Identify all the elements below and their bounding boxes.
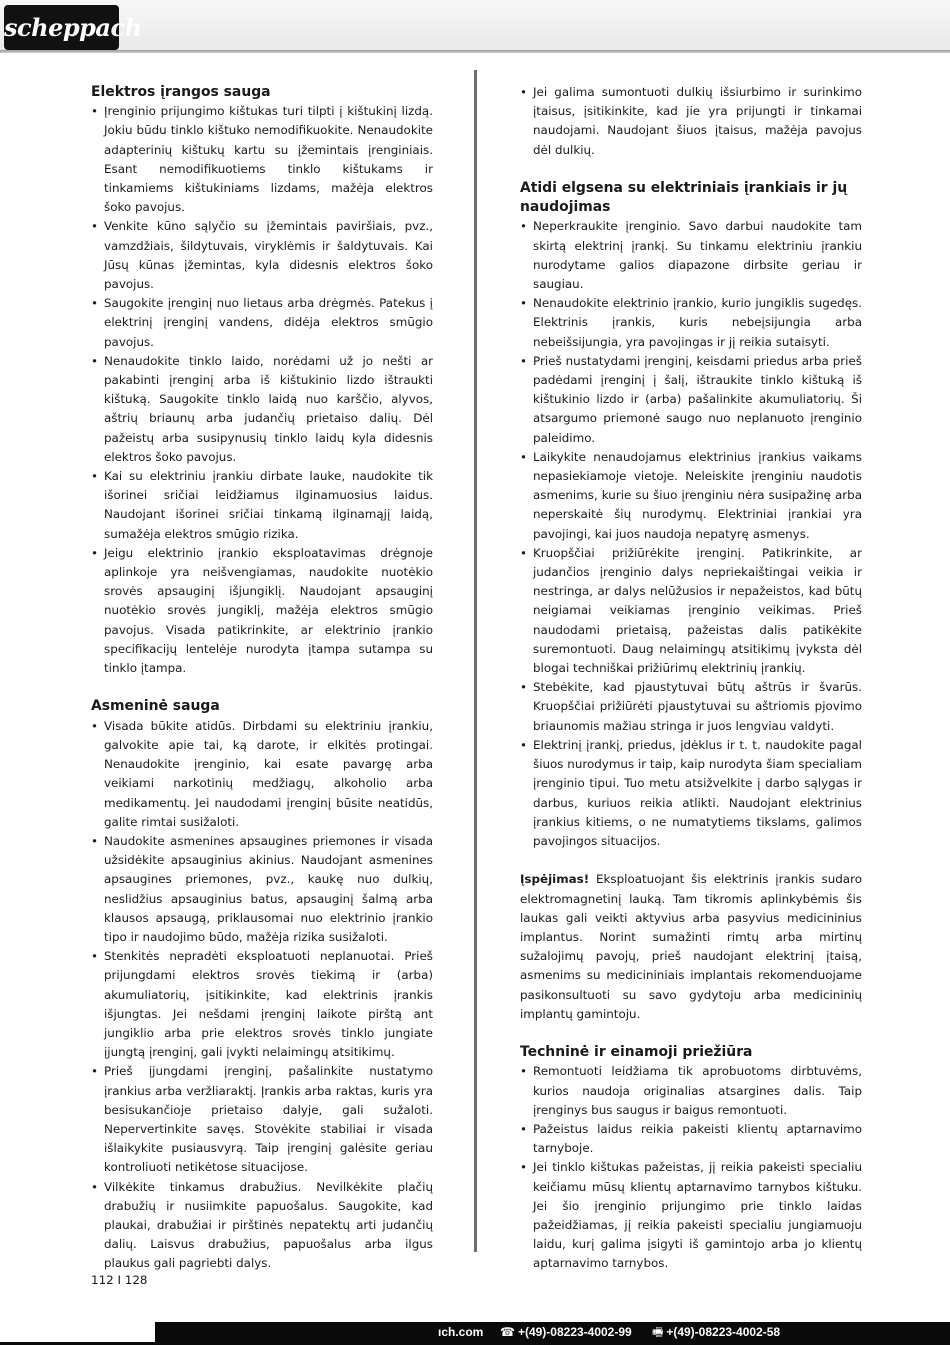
list-item: • Remontuoti leidžiama tik aprobuotoms dirbtuvėms, kurios naudoja originalias atsargines dalis. Taip įrenginys bus saugus ir baigus remontuoti. — [520, 1062, 862, 1120]
fax-icon: 🖷 — [652, 1325, 664, 1339]
brand-logo: scheppach — [4, 5, 119, 50]
section-title-personal-safety: Asmeninė sauga — [91, 698, 220, 715]
list-item: • Kruopščiai prižiūrėkite įrenginį. Patikrinkite, ar judančios įrenginio dalys nepriekaištingai veikia ir nestringa, ar dalys nelūžusios ir nepažeistos, kad būtų neigiamai veikiamas įrenginio veikimas. Prieš naudodami prietaisą, pažeistas dalis patikėkite suremontuoti. Daug nelaimingų atsitikimų įvyksta dėl blogai techniškai prižiūrimų elektrinių įrankių. — [520, 544, 862, 678]
section-title-careful-use: Atidi elgsena su elektriniais įrankiais ir jų naudojimas — [520, 180, 848, 216]
personal-safety-list — [91, 717, 433, 1274]
right-column — [520, 83, 862, 1274]
section-gap — [520, 160, 862, 179]
footer-phone — [500, 1322, 632, 1342]
page-header — [0, 0, 950, 50]
warning-paragraph — [520, 870, 862, 1024]
list-item: • Prieš įjungdami įrenginį, pašalinkite nustatymo įrankius arba veržliaraktį. Įrankis arba raktas, kuris yra besisukančioje prietaiso dalyje, gali sužaloti. Nepervertinkite savęs. Stovėkite stabiliai ir visada išlaikykite pusiausvyrą. Taip įrenginį galėsite geriau kontroliuoti netikėtose situacijose. — [91, 1062, 433, 1177]
list-item: • Jeigu elektrinio įrankio eksploatavimas drėgnoje aplinkoje yra neišvengiamas, naudokite nuotėkio srovės apsauginį išjungiklį. Naudojant apsauginį nuotėkio srovės jungiklį, mažėja elektros smūgio pavojus. Visada patikrinkite, ar elektrinio įrankio specifikacijų lentelėje nurodyta įtampa sutampa su tinklo įtampa. — [91, 544, 433, 678]
list-item: • Visada būkite atidūs. Dirbdami su elektriniu įrankiu, galvokite apie tai, ką darote, ir elkitės protingai. Nenaudokite įrenginio, kai esate pavargę arba veikiami narkotinių medžiagų, alkoholio arba medikamentų. Jei naudodami įrenginį būsite neatidūs, galite rimtai susižaloti. — [91, 717, 433, 832]
section-gap — [520, 851, 862, 870]
section-title-electrical-safety: Elektros įrangos sauga — [91, 84, 271, 100]
fax-number: +(49)-08223-4002-58 — [666, 1325, 781, 1339]
careful-use-list — [520, 217, 862, 851]
list-item: • Laikykite nenaudojamus elektrinius įrankius vaikams nepasiekiamoje vietoje. Neleiskite įrenginiu naudotis asmenims, kurie su šiuo įrenginiu nėra susipažinę arba neperskaitė šių nurodymų. Elektriniai įrankiai yra pavojingi, kai juos naudoja nepatyrę asmenys. — [520, 448, 862, 544]
maintenance-list — [520, 1062, 862, 1273]
list-item: • Prieš nustatydami įrenginį, keisdami priedus arba prieš padėdami įrenginį į šalį, ištraukite tinklo kištuką iš kištukinio lizdo ir (arba) pašalinkite akumuliatorių. Ši atsargumo priemonė saugo nuo neplanuoto įrenginio paleidimo. — [520, 352, 862, 448]
list-item: • Kai su elektriniu įrankiu dirbate lauke, naudokite tik išorinei sričiai leidžiamus ilginamuosius laidus. Naudojant išorinei sričiai tinkamą ilginamąjį laidą, sumažėja elektros smūgio rizika. — [91, 467, 433, 544]
list-item: • Nenaudokite tinklo laido, norėdami už jo nešti ar pakabinti įrenginį arba iš kištukinio lizdo ištraukti kištuką. Saugokite tinklo laidą nuo karščio, alyvos, aštrių briaunų arba judančių prietaiso dalių. Dėl pažeistų arba susipynusių tinklo laidų kyla didesnis elektros šoko pavojus. — [91, 352, 433, 467]
phone-icon: ☎ — [500, 1325, 515, 1339]
footer-website[interactable]: ıch.com — [438, 1325, 484, 1339]
page-number: 112 I 128 — [91, 1273, 148, 1287]
list-item: • Stenkitės nepradėti eksploatuoti neplanuotai. Prieš prijungdami elektros srovės tiekimą ir (arba) akumuliatorių, įsitikinkite, kad elektrinis įrankis išjungtas. Jei nešdami įrenginį laikote pirštą ant jungiklio arba prie elektros srovės tinklo jungiate įjungtą įrenginį, gali įvykti nelaimingų atsitikimų. — [91, 947, 433, 1062]
list-item: • Saugokite įrenginį nuo lietaus arba drėgmės. Patekus į elektrinį įrenginį vandens, didėja elektros smūgio pavojus. — [91, 294, 433, 352]
header-rule — [0, 50, 950, 53]
footer-fax — [652, 1322, 780, 1342]
phone-number: +(49)-08223-4002-99 — [517, 1325, 632, 1339]
list-item: • Elektrinį įrankį, priedus, įdėklus ir t. t. naudokite pagal šiuos nurodymus ir taip, kaip nurodyta šiam specialiam įrenginio tipui. Tuo metu atsižvelkite į darbo sąlygas ir darbus, kuriuos reikia atlikti. Naudojant elektrinius įrankius kitiems, o ne numatytiems tikslams, galimos pavojingos situacijos. — [520, 736, 862, 851]
footer-contact-bar — [155, 1322, 950, 1342]
warning-label: Įspėjimas! — [520, 872, 590, 887]
list-item: • Jei tinklo kištukas pažeistas, jį reikia pakeisti specialiu keičiamu mūsų klientų aptarnavimo tarnybos kištuku. Jei šio įrenginio prijungimo prie tinklo laidas pažeidžiamas, jį reikia pakeisti specialiu jungiamuoju laidu, kurį galima įsigyti iš gamintojo arba jo klientų aptarnavimo tarnybos. — [520, 1158, 862, 1273]
list-item: • Nenaudokite elektrinio įrankio, kurio jungiklis sugedęs. Elektrinis įrankis, kuris nebeįsijungia arba nebeišsijungia, yra pavojingas ir jį reikia sutaisyti. — [520, 294, 862, 352]
column-divider — [474, 70, 477, 1252]
list-item: • Stebėkite, kad pjaustytuvai būtų aštrūs ir švarūs. Kruopščiai prižiūrėti pjaustytuvai su aštriomis pjovimo briaunomis mažiau stringa ir juos lengviau valdyti. — [520, 678, 862, 736]
list-item: • Naudokite asmenines apsaugines priemones ir visada užsidėkite apsauginius akinius. Naudojant asmenines apsaugines priemones, pvz., kaukę nuo dulkių, neslidžius apsauginius batus, apsauginį šalmą arba klausos apsaugą, priklausomai nuo elektrinio įrankio tipo ir naudojimo būdo, mažėja rizika susižaloti. — [91, 832, 433, 947]
section-gap — [520, 1024, 862, 1043]
list-item: • Pažeistus laidus reikia pakeisti klientų aptarnavimo tarnyboje. — [520, 1120, 862, 1158]
list-item: • Vilkėkite tinkamus drabužius. Nevilkėkite plačių drabužių ir nusiimkite papuošalus. Saugokite, kad plaukai, drabužiai ir pirštinės nepatektų arti judančių dalių. Laisvus drabužius, papuošalus arba ilgus plaukus gali pagriebti dalys. — [91, 1178, 433, 1274]
warning-text: Eksploatuojant šis elektrinis įrankis sudaro elektromagnetinį lauką. Tam tikromis aplinkybėmis šis laukas gali veikti aktyvius arba pasyvius medicininius implantus. Norint sumažinti rimtų arba mirtinų sužalojimų pavojų, prieš naudojant elektrinį įtaisą, asmenims su medicininiais implantais rekomenduojame pasikonsultuoti su savo gydytoju arba medicininių implantų gamintoju. — [520, 872, 862, 1021]
list-item: • Neperkraukite įrenginio. Savo darbui naudokite tam skirtą elektrinį įrankį. Su tinkamu elektriniu įrankiu nurodytame galios diapazone dirbsite geriau ir saugiau. — [520, 217, 862, 294]
list-item: • Jei galima sumontuoti dulkių išsiurbimo ir surinkimo įtaisus, įsitikinkite, kad jie yra prijungti ir tinkamai naudojami. Naudojant šiuos įtaisus, mažėja pavojus dėl dulkių. — [520, 83, 862, 160]
electrical-safety-list — [91, 102, 433, 678]
list-item: • Venkite kūno sąlyčio su įžemintais paviršiais, pvz., vamzdžiais, šildytuvais, viryklėmis ir šaldytuvais. Kai Jūsų kūnas įžemintas, kyla didesnis elektros šoko pavojus. — [91, 217, 433, 294]
section-title-maintenance: Techninė ir einamoji priežiūra — [520, 1044, 753, 1061]
list-item: • Įrenginio prijungimo kištukas turi tilpti į kištukinį lizdą. Jokiu būdu tinklo kištuko nemodifikuokite. Nenaudokite adapterinių kištukų kartu su įžemintais įrenginiais. Esant nemodifikuotiems tinklo kištukams ir tinkamiems kištukiniams lizdams, mažėja elektros šoko pavojus. — [91, 102, 433, 217]
section-gap — [91, 678, 433, 697]
left-column — [91, 83, 433, 1274]
dust-extraction-list — [520, 83, 862, 160]
